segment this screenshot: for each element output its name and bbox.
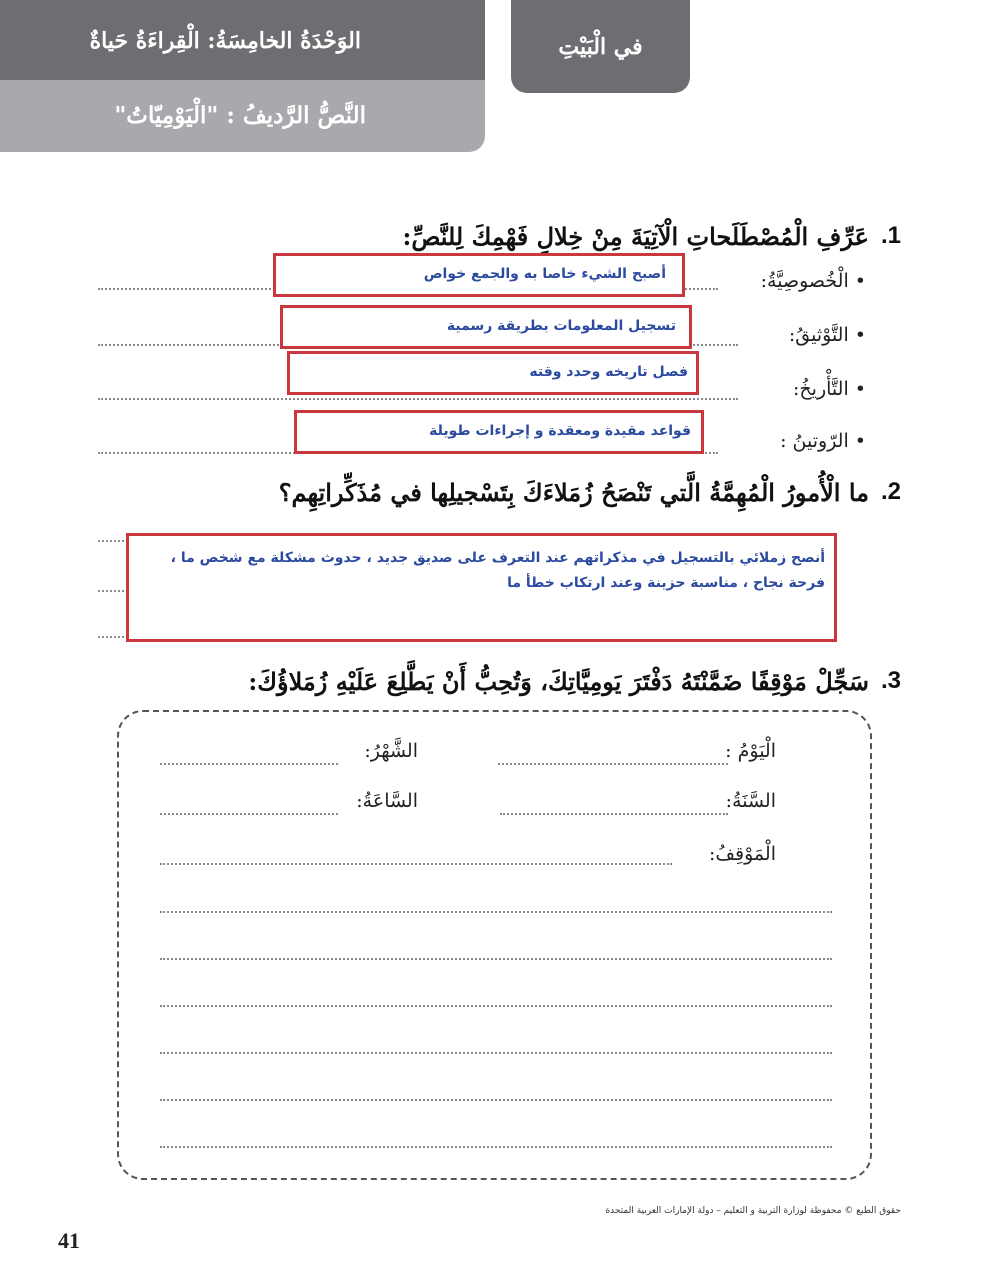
q1-answer-routine[interactable]: قواعد مقيدة ومعقدة و إجراءات طويلة — [429, 423, 691, 439]
q1-text: عَرِّفِ الْمُصْطَلَحاتِ الْآتِيَةَ مِنْ خِلالِ فَهْمِكَ لِلنَّصِّ: — [402, 222, 869, 251]
q2-answer[interactable]: أنصح زملائي بالتسجيل في مذكراتهم عند التعرف على صديق جديد ، حدوث مشكلة مع شخص ما ، فرحة نجاح ، مناسبة حزينة وعند ارتكاب خطأ ما — [170, 550, 825, 591]
q2-text: ما الْأُمورُ الْمُهِمَّةُ الَّتي تَنْصَحُ زُمَلاءَكَ بِتَسْجيلِها في مُذَكِّراتِهِم؟ — [278, 478, 869, 507]
q2-number: 2. — [880, 478, 901, 505]
writing-line[interactable] — [160, 911, 832, 913]
q1-term-dating: • التَّأْريخُ: — [793, 378, 866, 400]
writing-line[interactable] — [160, 1099, 832, 1101]
q3-number: 3. — [880, 667, 901, 694]
home-tab-label: في الْبَيْتِ — [558, 34, 643, 60]
q1-term-routine: • الرّوتينُ : — [780, 430, 866, 452]
q1-answer-documentation[interactable]: تسجيل المعلومات بطريقة رسمية — [446, 318, 676, 334]
field-situation-label: الْمَوْقِفُ: — [708, 843, 776, 865]
field-year-label: السَّنَةُ: — [725, 790, 776, 812]
writing-line[interactable] — [160, 1052, 832, 1054]
field-year-line[interactable] — [500, 813, 728, 815]
answer-line — [98, 636, 128, 638]
q1-answer-dating[interactable]: فصل تاريخه وحدد وقته — [529, 364, 688, 380]
answer-line — [98, 398, 738, 400]
field-situation-line[interactable] — [160, 863, 672, 865]
answer-line — [98, 540, 128, 542]
writing-line[interactable] — [160, 1005, 832, 1007]
writing-line[interactable] — [160, 958, 832, 960]
field-day-line[interactable] — [498, 763, 728, 765]
q1-term-privacy: • الْخُصوصِيَّةُ: — [760, 270, 866, 292]
field-time-line[interactable] — [160, 813, 338, 815]
page-number: 41 — [58, 1228, 80, 1253]
field-month-label: الشَّهْرُ: — [364, 740, 418, 762]
q1-number: 1. — [880, 222, 901, 249]
field-day-label: الْيَوْمُ : — [725, 740, 776, 762]
q1-term-documentation: • التَّوْثيقُ: — [788, 324, 866, 346]
field-time-label: السَّاعَةُ: — [356, 790, 418, 812]
field-month-line[interactable] — [160, 763, 338, 765]
text-subtitle: النَّصُّ الرَّديفُ : "الْيَوْمِيّاتُ" — [114, 102, 366, 129]
diary-frame — [117, 710, 872, 1180]
q1-answer-privacy[interactable]: أصبح الشيء خاصا به والجمع خواص — [423, 266, 666, 282]
writing-line[interactable] — [160, 1146, 832, 1148]
answer-line — [98, 590, 128, 592]
footer-copyright: حقوق الطبع © محفوظة لوزارة التربية و التعليم – دولة الإمارات العربية المتحدة — [605, 1206, 901, 1216]
unit-title: الوَحْدَةُ الخامِسَةُ: الْقِراءَةُ حَياةٌ — [89, 28, 361, 54]
q3-text: سَجِّلْ مَوْقِفًا ضَمَّنْتَهُ دَفْتَرَ يَومِيَّاتِكَ، وَتُحِبُّ أَنْ يَطَّلِعَ عَلَيْهِ زُمَلاؤُكَ: — [248, 667, 869, 696]
